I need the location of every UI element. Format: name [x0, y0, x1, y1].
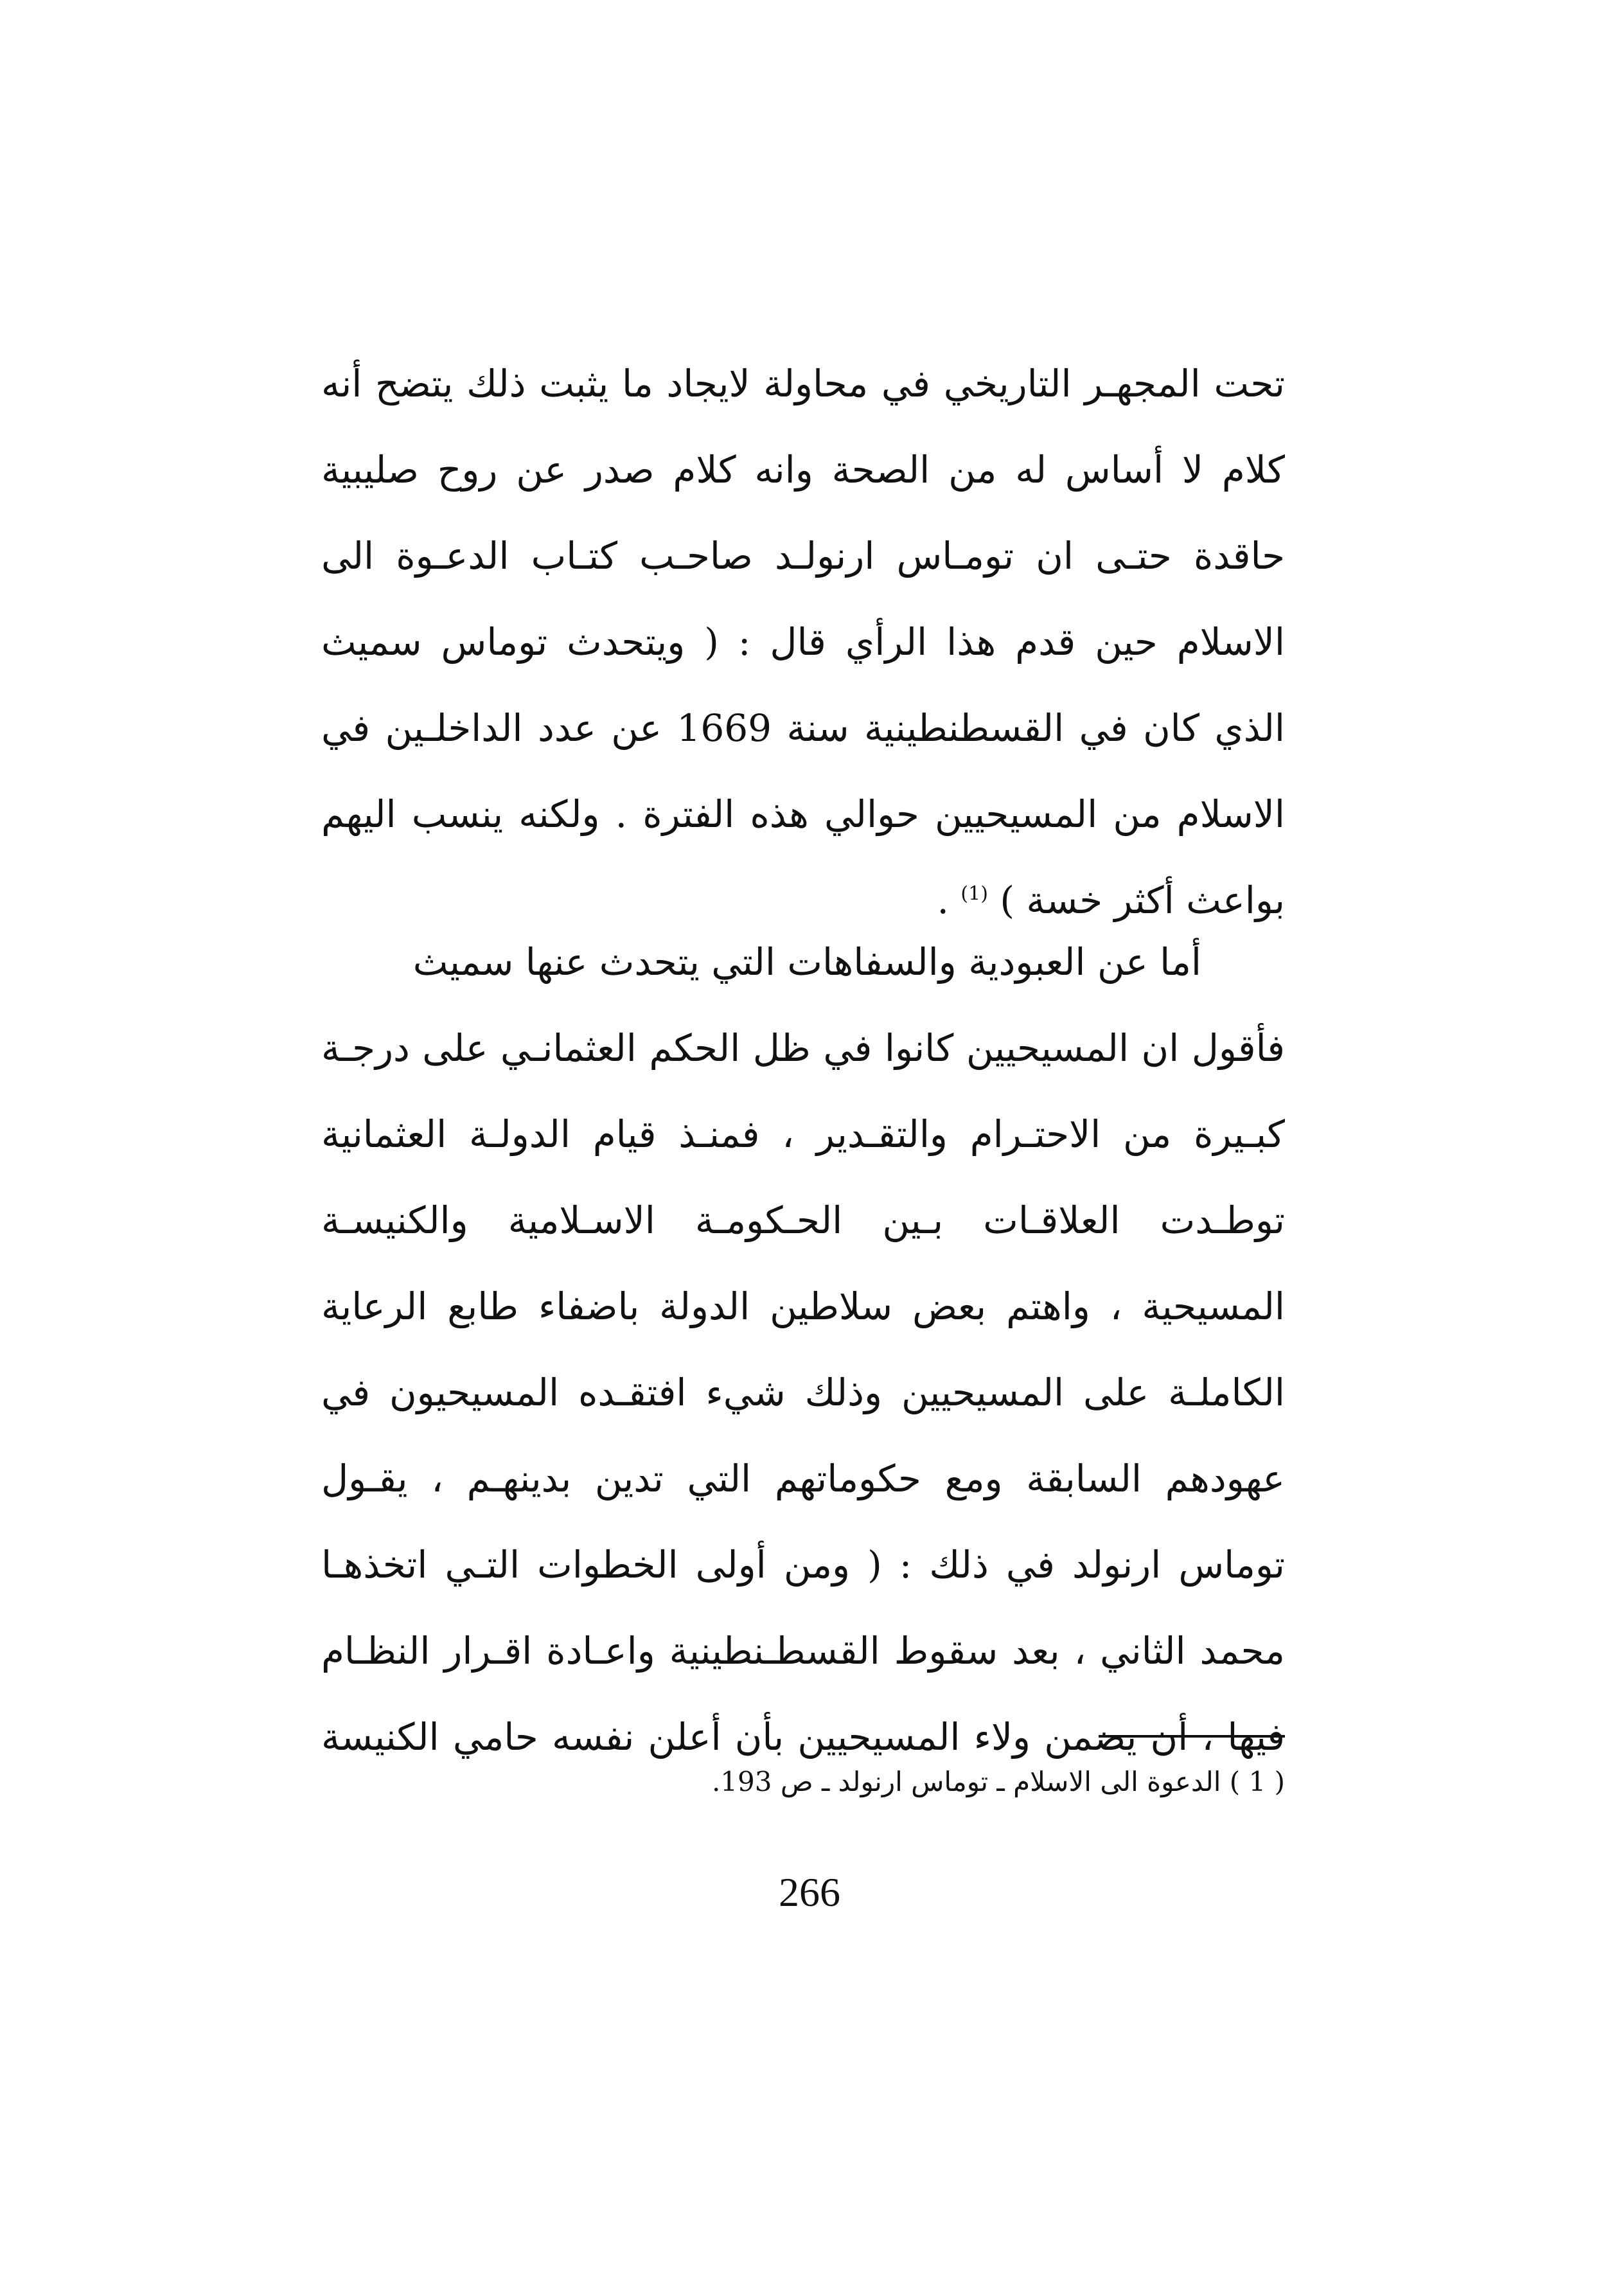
footnote-divider	[1099, 1735, 1285, 1738]
text-line: الاسلام من المسيحيين حوالي هذه الفترة . ولكنه ينسب اليهم	[321, 792, 1285, 836]
text-line: حاقدة حتـى ان تومـاس ارنولـد صاحـب كتـاب الدعـوة الى	[321, 534, 1285, 578]
text-line: فيها ، أن يضمن ولاء المسيحيين بأن أعلن نفسه حامي الكنيسة	[321, 1715, 1285, 1759]
text-line: كلام لا أساس له من الصحة وانه كلام صدر عن روح صليبية	[321, 448, 1285, 492]
paragraph-2	[321, 919, 1285, 1780]
text-line: فأقول ان المسيحيين كانوا في ظل الحكم العثمانـي على درجـة	[321, 1026, 1285, 1070]
text-line: تحت المجهـر التاريخي في محاولة لايجاد ما يثبت ذلك يتضح أنه	[321, 362, 1285, 405]
footnote-reference: (1)	[960, 882, 988, 905]
text-line: أما عن العبودية والسفاهات التي يتحدث عنها سميث	[412, 940, 1201, 984]
text-line: توطـدت العلاقـات بـين الحـكومـة الاسـلامية والكنيسـة	[321, 1198, 1285, 1242]
last-line-text: بواعث أكثر خسة )	[1000, 878, 1285, 922]
text-line: الذي كان في القسطنطينية سنة 1669 عن عدد الداخلـين في	[321, 706, 1285, 750]
text-line: المسيحية ، واهتم بعض سلاطين الدولة باضفاء طابع الرعاية	[321, 1285, 1285, 1328]
text-line: الاسلام حين قدم هذا الرأي قال : ( ويتحدث توماس سميث	[321, 620, 1285, 664]
text-line: كبـيرة من الاحتـرام والتقـدير ، فمنـذ قيام الدولـة العثمانية	[321, 1112, 1285, 1156]
text-line: عهودهم السابقة ومع حكوماتهم التي تدين بدينهـم ، يقـول	[321, 1457, 1285, 1500]
text-line: محمد الثاني ، بعد سقوط القسطـنطينية واعـادة اقـرار النظـام	[321, 1629, 1285, 1673]
text-line: الكاملـة على المسيحيين وذلك شيء افتقـده المسيحيون في	[321, 1371, 1285, 1414]
last-line-end: .	[937, 878, 949, 922]
text-line: توماس ارنولد في ذلك : ( ومن أولى الخطوات التـي اتخذهـا	[321, 1543, 1285, 1587]
footnote: ( 1 ) الدعوة الى الاسلام ـ توماس ارنولد ـ ص 193.	[711, 1766, 1285, 1797]
paragraph-1	[321, 341, 1285, 943]
page-number: 266	[779, 1869, 840, 1915]
